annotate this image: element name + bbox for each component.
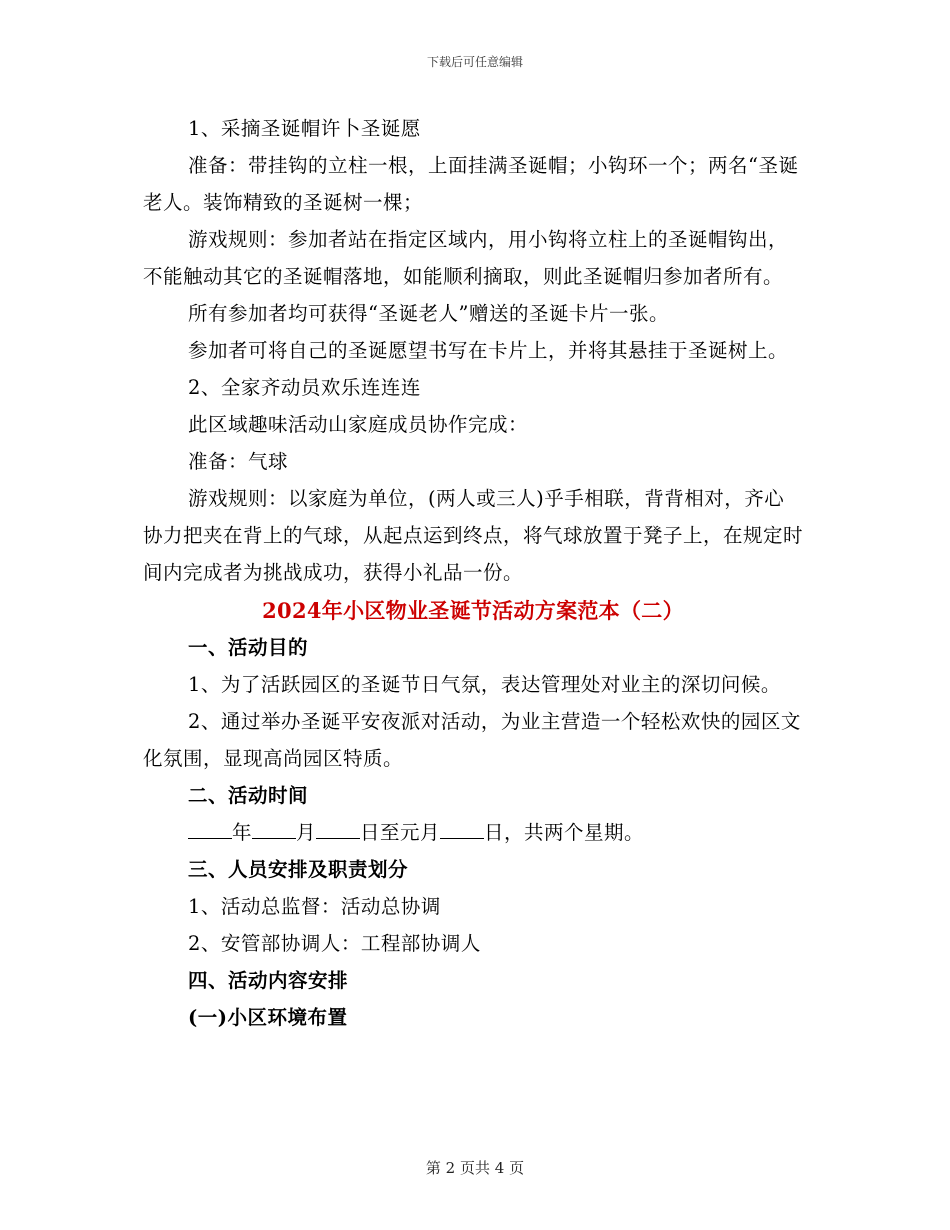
- page-header: 下载后可任意编辑: [426, 55, 523, 69]
- item2-rules: 游戏规则：以家庭为单位，(两人或三人)乎手相联，背背相对，齐心协力把夹在背上的气球，从起点运到终点，将气球放置于凳子上，在规定时间内完成者为挑战成功，获得小礼品一份。: [143, 487, 804, 584]
- blank-line: [440, 820, 484, 839]
- item2-title: 2、全家齐动员欢乐连连连: [188, 376, 421, 399]
- section1-paragraph-1: 1、为了活跃园区的圣诞节日气氛，表达管理处对业主的深切问候。: [188, 673, 781, 696]
- item2-preparation: 准备：气球: [188, 450, 289, 473]
- section4-subheading-1: (一)小区环境布置: [188, 1006, 348, 1029]
- item1-preparation: 准备：带挂钩的立柱一根，上面挂满圣诞帽；小钩环一个；两名“圣诞老人。装饰精致的圣诞树一棵；: [143, 154, 799, 214]
- item1-rules: 游戏规则：参加者站在指定区域内，用小钩将立柱上的圣诞帽钩出，不能触动其它的圣诞帽落地，如能顺利摘取，则此圣诞帽归参加者所有。: [143, 228, 789, 288]
- time-day-to-label: 日至元月: [360, 821, 441, 844]
- blank-line: [252, 820, 296, 839]
- document-title: 2024年小区物业圣诞节活动方案范本（二）: [262, 598, 684, 623]
- item1-title: 1、采摘圣诞帽许卜圣诞愿: [188, 117, 421, 140]
- section3-paragraph-1: 1、活动总监督：活动总协调: [188, 895, 441, 918]
- section2-time-line: [143, 814, 803, 851]
- section2-heading: 二、活动时间: [188, 784, 309, 807]
- document-body: [143, 110, 803, 1036]
- item2-description: 此区域趣味活动山家庭成员协作完成：: [188, 413, 529, 436]
- time-month-label: 月: [296, 821, 317, 844]
- section1-heading: 一、活动目的: [188, 636, 309, 659]
- page-footer: 第 2 页共 4 页: [425, 1159, 525, 1177]
- item1-card: 所有参加者均可获得“圣诞老人”赠送的圣诞卡片一张。: [188, 302, 669, 325]
- item1-wish: 参加者可将自己的圣诞愿望书写在卡片上，并将其悬挂于圣诞树上。: [188, 339, 789, 362]
- blank-line: [316, 820, 360, 839]
- section4-heading: 四、活动内容安排: [188, 969, 349, 992]
- section1-paragraph-2: 2、通过举办圣诞平安夜派对活动，为业主营造一个轻松欢快的园区文化氛围，显现高尚园区特质。: [143, 710, 801, 770]
- section3-heading: 三、人员安排及职责划分: [188, 858, 409, 881]
- time-end-label: 日，共两个星期。: [484, 821, 645, 844]
- blank-line: [188, 820, 232, 839]
- time-year-label: 年: [232, 821, 253, 844]
- section3-paragraph-2: 2、安管部协调人：工程部协调人: [188, 932, 481, 955]
